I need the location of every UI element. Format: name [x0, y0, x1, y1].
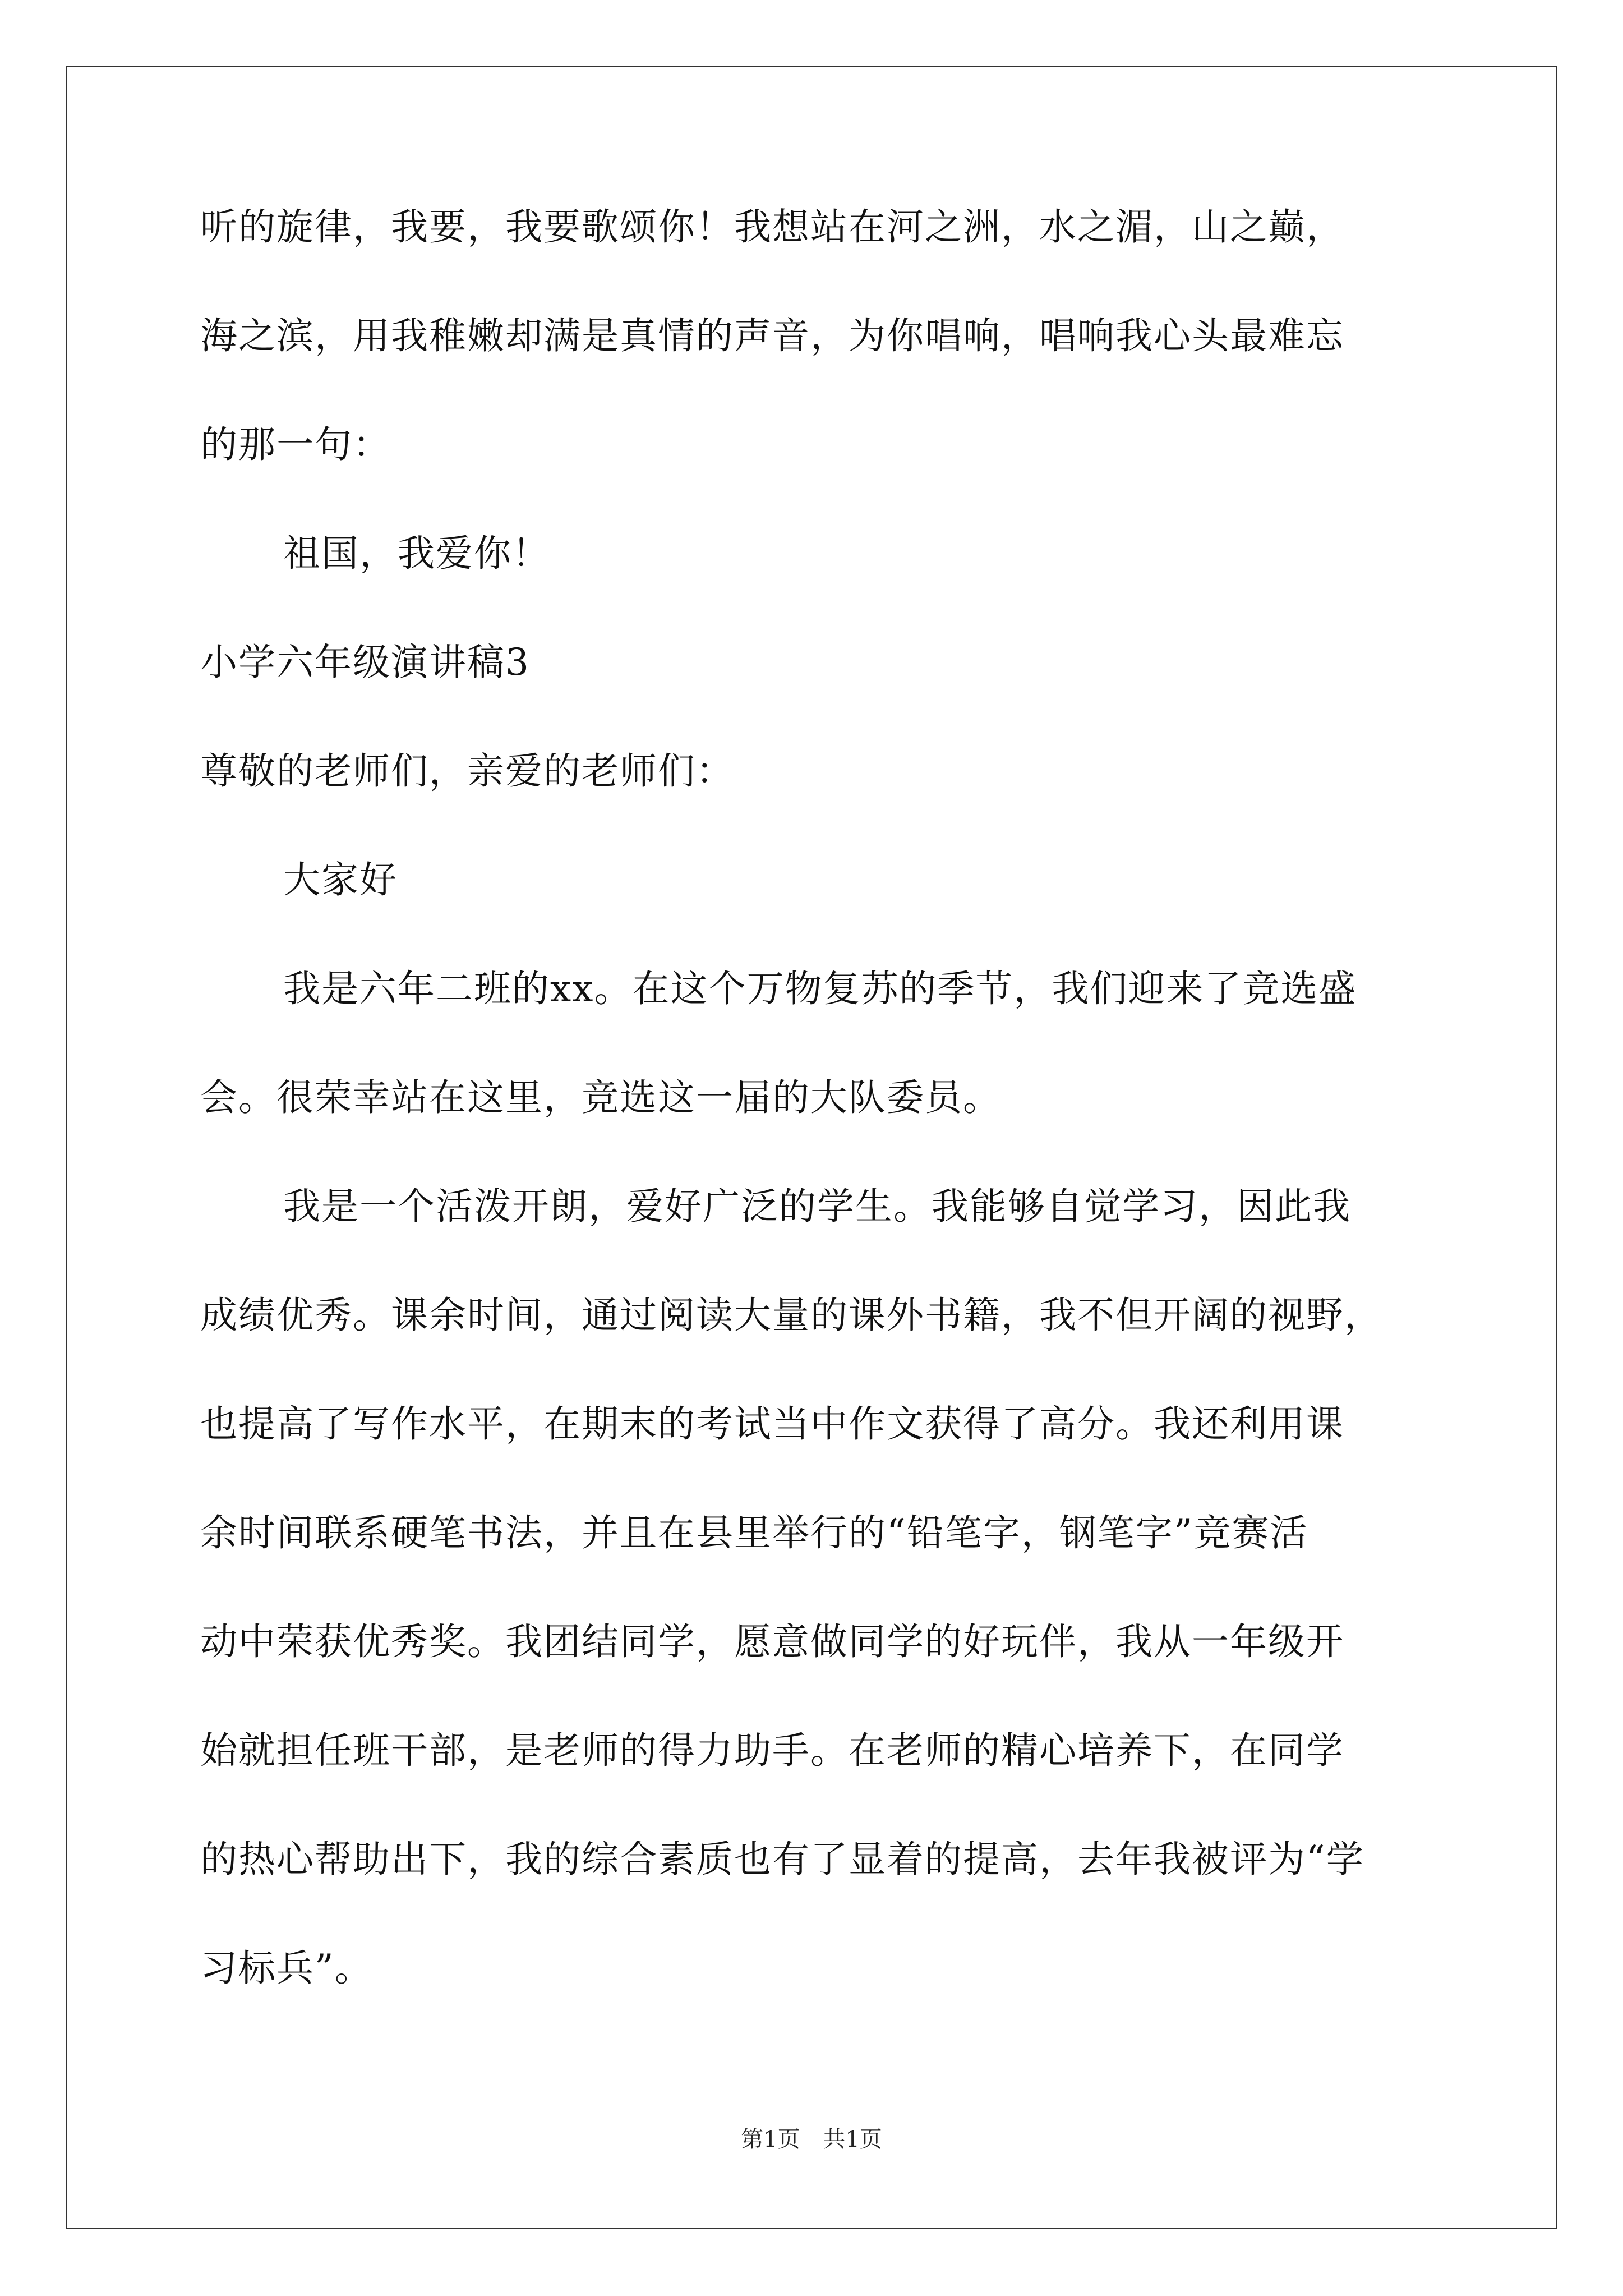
text-line: 我是六年二班的xx。在这个万物复苏的季节，我们迎来了竞选盛	[283, 967, 1357, 1010]
text-line: 会。很荣幸站在这里，竞选这一届的大队委员。	[200, 1076, 1001, 1119]
text-line: 海之滨，用我稚嫩却满是真情的声音，为你唱响，唱响我心头最难忘	[200, 314, 1344, 357]
text-line: 成绩优秀。课余时间，通过阅读大量的课外书籍，我不但开阔的视野，	[200, 1294, 1382, 1337]
text-line: 我是一个活泼开朗，爱好广泛的学生。我能够自觉学习，因此我	[283, 1185, 1351, 1228]
salutation: 尊敬的老师们，亲爱的老师们：	[200, 749, 734, 793]
page-border	[66, 66, 1557, 2229]
text-line: 的热心帮助出下，我的综合素质也有了显着的提高，去年我被评为“学	[200, 1838, 1364, 1881]
text-line: 余时间联系硬笔书法，并且在县里举行的“铅笔字，钢笔字”竞赛活	[200, 1511, 1308, 1554]
text-line: 也提高了写作水平，在期末的考试当中作文获得了高分。我还利用课	[200, 1402, 1344, 1446]
page-total: 共1页	[823, 2127, 882, 2152]
text-line: 动中荣获优秀奖。我团结同学，愿意做同学的好玩伴，我从一年级开	[200, 1620, 1344, 1663]
page-footer	[0, 2123, 1623, 2156]
text-line: 习标兵”。	[200, 1947, 373, 1990]
section-heading: 小学六年级演讲稿3	[200, 641, 530, 684]
text-line: 的那一句：	[200, 423, 391, 466]
page-number: 第1页	[741, 2127, 800, 2152]
text-line: 祖国，我爱你！	[283, 532, 550, 575]
text-line: 始就担任班干部，是老师的得力助手。在老师的精心培养下，在同学	[200, 1729, 1344, 1772]
text-line: 听的旋律，我要，我要歌颂你！我想站在河之洲，水之湄，山之巅，	[200, 205, 1344, 249]
greeting: 大家好	[283, 858, 398, 901]
